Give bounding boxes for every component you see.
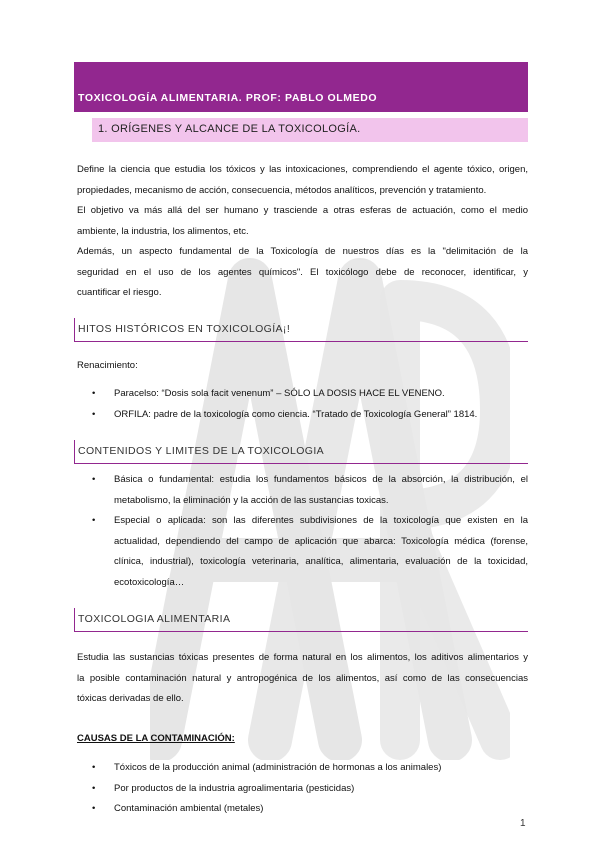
list-item: • Especial o aplicada: son las diferentes subdivisiones de la toxicología que existen en la actualidad, dependiendo del campo de aplicación que abarca: Toxicología médica (forense, clínica, industrial), toxicología veterinaria, analítica, alimentaria, evaluación de la toxicidad, ecotoxicología… — [92, 511, 528, 593]
label-renacimiento: Renacimiento: — [77, 360, 138, 371]
hitos-list — [92, 384, 528, 425]
intro-paragraph-3: Además, un aspecto fundamental de la Toxicología de nuestros días es la "delimitación de la seguridad en el uso de los agentes químicos". El toxicólogo debe de reconocer, identificar, y cuantificar el riesgo. — [77, 246, 528, 298]
contenidos-list — [92, 470, 528, 593]
heading-hitos — [74, 318, 528, 342]
list-item: • ORFILA: padre de la toxicología como ciencia. “Tratado de Toxicología General” 1814. — [92, 405, 528, 426]
bullet-icon: • — [92, 803, 96, 814]
list-item: • Por productos de la industria agroalimentaria (pesticidas) — [92, 779, 528, 800]
list-item: • Básica o fundamental: estudia los fundamentos básicos de la absorción, la distribución, el metabolismo, la eliminación y la acción de las sustancias toxicas. — [92, 470, 528, 511]
section-title-text: 1. ORÍGENES Y ALCANCE DE LA TOXICOLOGÍA. — [98, 123, 361, 135]
document-title: TOXICOLOGÍA ALIMENTARIA. PROF: PABLO OLMEDO — [78, 92, 378, 104]
document-header — [74, 62, 528, 112]
page-number: 1 — [520, 818, 526, 829]
intro-paragraph-1: Define la ciencia que estudia los tóxicos y las intoxicaciones, comprendiendo el agente tóxico, origen, propiedades, mecanismo de acción, consecuencia, métodos analíticos, prevención y tratamiento. — [77, 164, 528, 196]
heading-alimentaria — [74, 608, 528, 632]
heading-alimentaria-text: TOXICOLOGIA ALIMENTARIA — [78, 613, 231, 625]
section-title — [92, 118, 528, 142]
causas-list — [92, 758, 528, 820]
bullet-icon: • — [92, 388, 96, 399]
heading-hitos-text: HITOS HISTÓRICOS EN TOXICOLOGÍA¡! — [78, 323, 291, 335]
list-item: • Tóxicos de la producción animal (administración de hormonas a los animales) — [92, 758, 528, 779]
list-item: • Paracelso: “Dosis sola facit venenum” – SÓLO LA DOSIS HACE EL VENENO. — [92, 384, 528, 405]
bullet-icon: • — [92, 782, 96, 794]
intro-paragraph-2: El objetivo va más allá del ser humano y trasciende a otras esferas de actuación, como el medio ambiente, la industria, los alimentos, etc. — [77, 205, 528, 237]
heading-contenidos — [74, 440, 528, 464]
bullet-icon: • — [92, 762, 96, 773]
bullet-icon: • — [92, 515, 96, 526]
alimentaria-paragraph: Estudia las sustancias tóxicas presentes de forma natural en los alimentos, los aditivos alimentarios y la posible contaminación natural y antropogénica de los alimentos, así como de las consecuencias tóxicas derivadas de ello. — [77, 652, 528, 704]
bullet-icon: • — [92, 408, 96, 420]
bullet-icon: • — [92, 474, 96, 485]
label-causas: CAUSAS DE LA CONTAMINACIÓN: — [77, 733, 235, 744]
heading-contenidos-text: CONTENIDOS Y LIMITES DE LA TOXICOLOGIA — [78, 445, 325, 457]
list-item: • Contaminación ambiental (metales) — [92, 799, 528, 820]
